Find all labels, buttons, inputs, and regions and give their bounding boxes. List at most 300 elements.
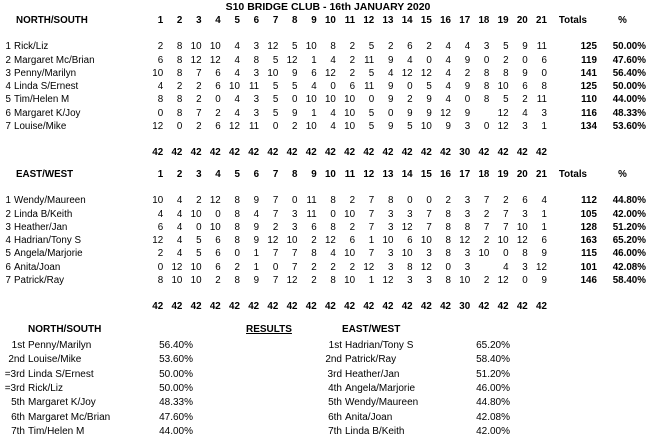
board-score: 9 <box>541 275 547 287</box>
pair-total: 141 <box>580 67 597 79</box>
board-number-header: 17 <box>459 15 471 26</box>
page-title: S10 BRIDGE CLUB - 16th JANUARY 2020 <box>225 1 431 13</box>
pair-percent: 65.20% <box>612 235 646 247</box>
board-score: 12 <box>209 195 221 207</box>
pair-percent: 51.20% <box>612 221 646 233</box>
board-score: 7 <box>368 195 375 207</box>
board-score: 3 <box>426 275 432 287</box>
board-number-header: 17 <box>459 169 471 180</box>
board-score: 3 <box>253 94 260 106</box>
board-score: 2 <box>215 107 221 119</box>
result-percent: 48.33% <box>159 397 193 409</box>
totals-header: Totals <box>558 15 587 26</box>
board-score: 11 <box>248 81 260 93</box>
board-score: 12 <box>229 121 240 133</box>
board-score: 10 <box>478 248 490 260</box>
board-score: 10 <box>382 235 394 247</box>
board-score: 5 <box>272 107 279 119</box>
results-ns-heading: NORTH/SOUTH <box>28 324 102 335</box>
pair-row <box>0 67 648 80</box>
pair-percent: 44.80% <box>612 195 646 207</box>
board-score: 7 <box>503 221 509 233</box>
pair-total: 125 <box>580 81 597 93</box>
board-number-header: 6 <box>253 15 260 26</box>
board-score: 3 <box>292 208 298 220</box>
board-score: 2 <box>196 94 202 106</box>
pair-percent: 47.60% <box>612 54 646 66</box>
board-score: 2 <box>196 81 202 93</box>
board-score: 10 <box>420 121 432 133</box>
pair-name: Penny/Marilyn <box>14 67 77 79</box>
results-title: RESULTS <box>246 324 292 335</box>
pair-percent: 58.40% <box>612 275 646 287</box>
board-score: 12 <box>267 235 279 247</box>
result-name: Louise/Mike <box>28 354 82 366</box>
board-score: 12 <box>171 261 183 273</box>
board-score: 3 <box>464 208 471 220</box>
result-rank: 7th <box>328 425 342 437</box>
pair-percent: 53.60% <box>612 121 646 133</box>
board-number-header: 19 <box>497 15 509 26</box>
board-sum: 42 <box>152 301 164 313</box>
board-sum: 42 <box>152 147 164 159</box>
board-score: 7 <box>292 261 298 273</box>
result-rank: 2nd <box>325 354 342 366</box>
board-number-header: 9 <box>311 169 317 180</box>
pair-row <box>0 194 648 207</box>
result-name: Margaret Mc/Brian <box>28 411 111 423</box>
board-score: 0 <box>522 275 528 287</box>
board-score: 6 <box>215 121 221 133</box>
board-score: 9 <box>464 107 471 119</box>
board-sum: 30 <box>459 301 471 313</box>
pair-total: 134 <box>580 121 597 133</box>
board-number-header: 15 <box>420 169 432 180</box>
board-number-header: 2 <box>176 15 183 26</box>
board-score: 10 <box>171 275 183 287</box>
board-sum: 42 <box>536 301 547 313</box>
board-score: 0 <box>272 121 279 133</box>
board-score: 11 <box>536 94 547 106</box>
board-score: 6 <box>157 54 164 66</box>
pair-row <box>0 40 648 53</box>
result-rank: =3rd <box>4 382 25 394</box>
board-sum: 42 <box>478 301 490 313</box>
board-score: 11 <box>306 208 317 220</box>
board-score <box>472 261 491 274</box>
board-score: 8 <box>253 54 260 66</box>
board-score: 1 <box>368 275 375 287</box>
board-score: 10 <box>459 275 471 287</box>
pair-total: 128 <box>580 221 597 233</box>
sum-spacer <box>0 146 14 159</box>
board-score: 4 <box>176 248 183 260</box>
board-score: 4 <box>176 221 183 233</box>
board-score: 4 <box>445 81 451 93</box>
pair-row <box>0 234 648 247</box>
board-score: 4 <box>503 261 509 273</box>
result-rank: =3rd <box>4 368 25 380</box>
pair-number: 7 <box>5 275 11 287</box>
board-score: 9 <box>253 221 260 233</box>
board-score: 9 <box>464 81 471 93</box>
board-score <box>472 107 491 120</box>
result-name: Linda S/Ernest <box>28 368 94 380</box>
board-sum: 42 <box>171 147 183 159</box>
pair-percent: 42.00% <box>612 208 646 220</box>
board-score: 0 <box>368 94 375 106</box>
board-score: 2 <box>349 54 356 66</box>
board-score: 10 <box>305 121 317 133</box>
board-score: 2 <box>522 94 528 106</box>
board-score: 0 <box>503 248 509 260</box>
board-score: 10 <box>267 67 279 79</box>
pair-name: Rick/Liz <box>14 41 49 53</box>
board-score: 10 <box>497 235 509 247</box>
board-score: 3 <box>522 208 528 220</box>
board-sum: 42 <box>286 301 298 313</box>
result-percent: 50.00% <box>159 368 193 380</box>
pair-row <box>0 54 648 67</box>
board-score: 9 <box>253 275 260 287</box>
board-score: 0 <box>426 54 432 66</box>
board-score: 8 <box>522 248 528 260</box>
board-score: 8 <box>407 261 413 273</box>
board-score: 11 <box>248 121 260 133</box>
pair-total: 115 <box>581 248 597 260</box>
board-score: 8 <box>330 41 336 53</box>
board-score: 0 <box>330 208 336 220</box>
board-score: 8 <box>445 275 451 287</box>
north-south-score-table <box>0 14 648 160</box>
board-score: 9 <box>292 107 298 119</box>
board-sum: 42 <box>267 301 279 313</box>
board-score: 12 <box>497 275 509 287</box>
board-score: 10 <box>344 107 356 119</box>
board-score: 4 <box>234 107 240 119</box>
pair-row <box>0 274 648 287</box>
pair-percent: 46.00% <box>612 248 646 260</box>
board-number-header: 19 <box>497 169 509 180</box>
result-percent: 44.80% <box>476 397 510 409</box>
board-sum: 42 <box>382 147 394 159</box>
board-score: 10 <box>516 221 528 233</box>
board-score: 6 <box>215 81 221 93</box>
board-score: 0 <box>483 54 490 66</box>
board-score: 1 <box>541 121 547 133</box>
board-score: 0 <box>272 261 279 273</box>
board-number-header: 2 <box>176 169 183 180</box>
board-score: 8 <box>176 94 183 106</box>
board-score: 2 <box>215 275 221 287</box>
board-score: 0 <box>522 54 528 66</box>
board-score: 9 <box>253 235 260 247</box>
board-score: 6 <box>311 221 317 233</box>
east-west-score-table <box>0 168 648 314</box>
board-score: 8 <box>330 275 336 287</box>
result-rank: 6th <box>328 411 342 423</box>
board-number-header: 8 <box>292 169 298 180</box>
board-score: 8 <box>503 67 509 79</box>
board-score: 2 <box>311 275 317 287</box>
board-sum: 42 <box>420 147 432 159</box>
board-sum: 42 <box>344 301 356 313</box>
board-score: 3 <box>387 261 394 273</box>
board-number-header: 21 <box>536 169 547 180</box>
board-score: 5 <box>368 107 375 119</box>
board-number-header: 7 <box>272 169 279 180</box>
pair-row <box>0 221 648 234</box>
board-number-header: 18 <box>478 169 490 180</box>
board-score: 9 <box>387 54 394 66</box>
board-number-header: 16 <box>440 15 451 26</box>
result-name: Tim/Helen M <box>28 425 85 437</box>
board-score: 1 <box>541 208 547 220</box>
board-score: 4 <box>234 54 240 66</box>
board-sum: 42 <box>363 147 375 159</box>
board-sum: 42 <box>420 301 432 313</box>
board-number-header: 15 <box>420 15 432 26</box>
board-sum: 42 <box>171 301 183 313</box>
pair-name: Wendy/Maureen <box>14 195 86 207</box>
board-score: 7 <box>272 195 279 207</box>
result-percent: 42.00% <box>476 425 510 437</box>
board-score: 0 <box>541 67 547 79</box>
board-score: 5 <box>196 235 202 247</box>
board-score: 12 <box>440 107 451 119</box>
board-score: 5 <box>407 121 413 133</box>
result-name: Penny/Marilyn <box>28 340 92 351</box>
board-score: 2 <box>157 248 164 260</box>
board-score: 12 <box>401 67 413 79</box>
pair-name: Margaret Mc/Brian <box>14 54 95 66</box>
board-score: 8 <box>176 41 183 53</box>
board-sum: 42 <box>401 147 413 159</box>
board-score: 3 <box>483 41 490 53</box>
board-score: 2 <box>483 235 490 247</box>
board-sum: 30 <box>459 147 471 159</box>
board-score: 2 <box>311 235 317 247</box>
board-score: 1 <box>311 54 317 66</box>
board-score: 8 <box>176 107 183 119</box>
board-score: 2 <box>464 67 471 79</box>
result-name: Anita/Joan <box>345 411 393 423</box>
pair-name: Linda S/Ernest <box>14 81 79 93</box>
pair-total: 116 <box>581 107 597 119</box>
board-sum: 42 <box>229 301 240 313</box>
result-rank: 1st <box>328 340 342 351</box>
board-score: 6 <box>407 41 413 53</box>
board-sum: 42 <box>382 301 394 313</box>
board-number-header: 21 <box>536 15 547 26</box>
board-score: 0 <box>387 107 394 119</box>
board-score: 8 <box>157 94 164 106</box>
board-number-header: 5 <box>234 169 240 180</box>
pair-percent: 56.40% <box>612 67 646 79</box>
sum-spacer <box>0 300 14 313</box>
board-number-header: 13 <box>382 15 394 26</box>
board-score: 8 <box>234 221 240 233</box>
result-percent: 51.20% <box>476 368 510 380</box>
board-score: 4 <box>445 54 451 66</box>
pair-number: 6 <box>5 107 11 119</box>
board-score: 2 <box>311 261 317 273</box>
pair-number: 1 <box>5 195 11 207</box>
board-score: 6 <box>311 67 317 79</box>
board-score: 4 <box>157 208 164 220</box>
board-sum: 42 <box>516 301 528 313</box>
pair-percent: 44.00% <box>612 94 646 106</box>
board-sum: 42 <box>209 301 221 313</box>
pair-name: Linda B/Keith <box>14 208 73 220</box>
board-score: 6 <box>349 81 356 93</box>
board-score: 5 <box>272 94 279 106</box>
board-score: 8 <box>445 221 451 233</box>
board-score: 9 <box>464 54 471 66</box>
board-score: 8 <box>176 54 183 66</box>
board-score: 1 <box>253 248 260 260</box>
board-score: 10 <box>420 235 432 247</box>
spacer-row <box>0 287 648 300</box>
board-score: 0 <box>445 261 451 273</box>
board-score: 3 <box>253 67 260 79</box>
board-score: 3 <box>407 208 413 220</box>
board-score: 4 <box>387 67 394 79</box>
board-number-header: 1 <box>157 169 164 180</box>
board-score: 8 <box>445 235 451 247</box>
board-number-header: 20 <box>516 15 528 26</box>
pair-name: Louise/Mike <box>14 121 67 133</box>
board-score: 5 <box>292 81 298 93</box>
result-name: Rick/Liz <box>28 382 64 394</box>
board-score: 2 <box>483 208 490 220</box>
board-sum: 42 <box>267 147 279 159</box>
board-score: 0 <box>215 208 221 220</box>
board-score: 9 <box>253 195 260 207</box>
board-score: 8 <box>157 275 164 287</box>
pair-total: 163 <box>580 235 597 247</box>
board-score: 10 <box>344 248 356 260</box>
board-score: 1 <box>368 235 375 247</box>
board-score: 9 <box>387 94 394 106</box>
result-rank: 3rd <box>327 368 342 380</box>
board-score: 10 <box>209 221 221 233</box>
pair-name: Anita/Joan <box>14 261 61 273</box>
board-sum: 42 <box>248 301 260 313</box>
board-score: 12 <box>286 54 298 66</box>
board-score: 2 <box>196 195 202 207</box>
board-score: 10 <box>229 81 240 93</box>
board-score: 3 <box>387 248 394 260</box>
board-score: 10 <box>152 67 164 79</box>
board-score: 3 <box>253 107 260 119</box>
board-sum: 42 <box>209 147 221 159</box>
board-score: 9 <box>387 81 394 93</box>
board-score: 12 <box>152 235 164 247</box>
board-score: 1 <box>311 107 317 119</box>
pair-number: 1 <box>5 41 11 53</box>
board-score: 4 <box>176 208 183 220</box>
board-score: 12 <box>516 235 528 247</box>
board-score: 8 <box>330 195 336 207</box>
board-score: 4 <box>445 94 451 106</box>
board-score: 8 <box>483 94 490 106</box>
board-score: 9 <box>292 67 298 79</box>
board-score: 4 <box>176 235 183 247</box>
pair-row <box>0 247 648 260</box>
board-score: 12 <box>420 261 432 273</box>
board-score: 5 <box>503 41 509 53</box>
board-score: 4 <box>330 248 336 260</box>
board-score: 11 <box>364 54 375 66</box>
board-score: 12 <box>190 54 202 66</box>
board-score: 11 <box>364 81 375 93</box>
board-sum: 42 <box>229 147 240 159</box>
board-score: 3 <box>522 261 528 273</box>
header-row <box>0 14 648 27</box>
board-sum: 42 <box>305 147 317 159</box>
board-score: 4 <box>234 94 240 106</box>
board-score: 2 <box>176 81 183 93</box>
board-score: 0 <box>407 81 413 93</box>
board-score: 6 <box>522 195 528 207</box>
board-number-header: 1 <box>157 15 164 26</box>
board-score: 4 <box>311 81 317 93</box>
board-score: 7 <box>196 67 202 79</box>
board-score: 10 <box>401 248 413 260</box>
board-score: 3 <box>464 121 471 133</box>
result-name: Patrick/Ray <box>345 354 397 366</box>
board-sum: 42 <box>344 147 356 159</box>
board-sum: 42 <box>516 147 528 159</box>
pair-percent: 50.00% <box>612 41 646 53</box>
board-score: 6 <box>215 235 221 247</box>
board-score: 9 <box>426 94 432 106</box>
board-score: 12 <box>497 107 509 119</box>
board-score: 9 <box>407 107 413 119</box>
board-score: 7 <box>426 208 432 220</box>
header-spacer <box>0 168 14 181</box>
board-number-header: 8 <box>292 15 298 26</box>
board-score: 4 <box>330 121 336 133</box>
board-sum: 42 <box>478 147 490 159</box>
board-score: 9 <box>541 248 547 260</box>
sum-spacer <box>14 300 146 313</box>
board-score: 5 <box>368 41 375 53</box>
pair-percent: 48.33% <box>612 107 646 119</box>
board-score: 5 <box>368 67 375 79</box>
board-score: 10 <box>190 261 202 273</box>
board-number-header: 3 <box>196 15 202 26</box>
board-number-header: 16 <box>440 169 451 180</box>
board-score: 3 <box>464 261 471 273</box>
result-rank: 6th <box>11 411 25 423</box>
board-score: 3 <box>522 121 528 133</box>
board-score: 9 <box>445 121 451 133</box>
board-number-header: 14 <box>401 169 413 180</box>
board-score: 1 <box>541 221 547 233</box>
board-score: 3 <box>426 248 432 260</box>
board-score: 4 <box>234 41 240 53</box>
board-score: 12 <box>152 121 164 133</box>
board-score: 3 <box>407 275 413 287</box>
result-name: Heather/Jan <box>345 368 400 380</box>
pair-row <box>0 80 648 93</box>
board-score: 10 <box>344 94 356 106</box>
pair-number: 2 <box>5 54 11 66</box>
board-sum: 42 <box>324 301 336 313</box>
spacer-row <box>0 27 648 40</box>
